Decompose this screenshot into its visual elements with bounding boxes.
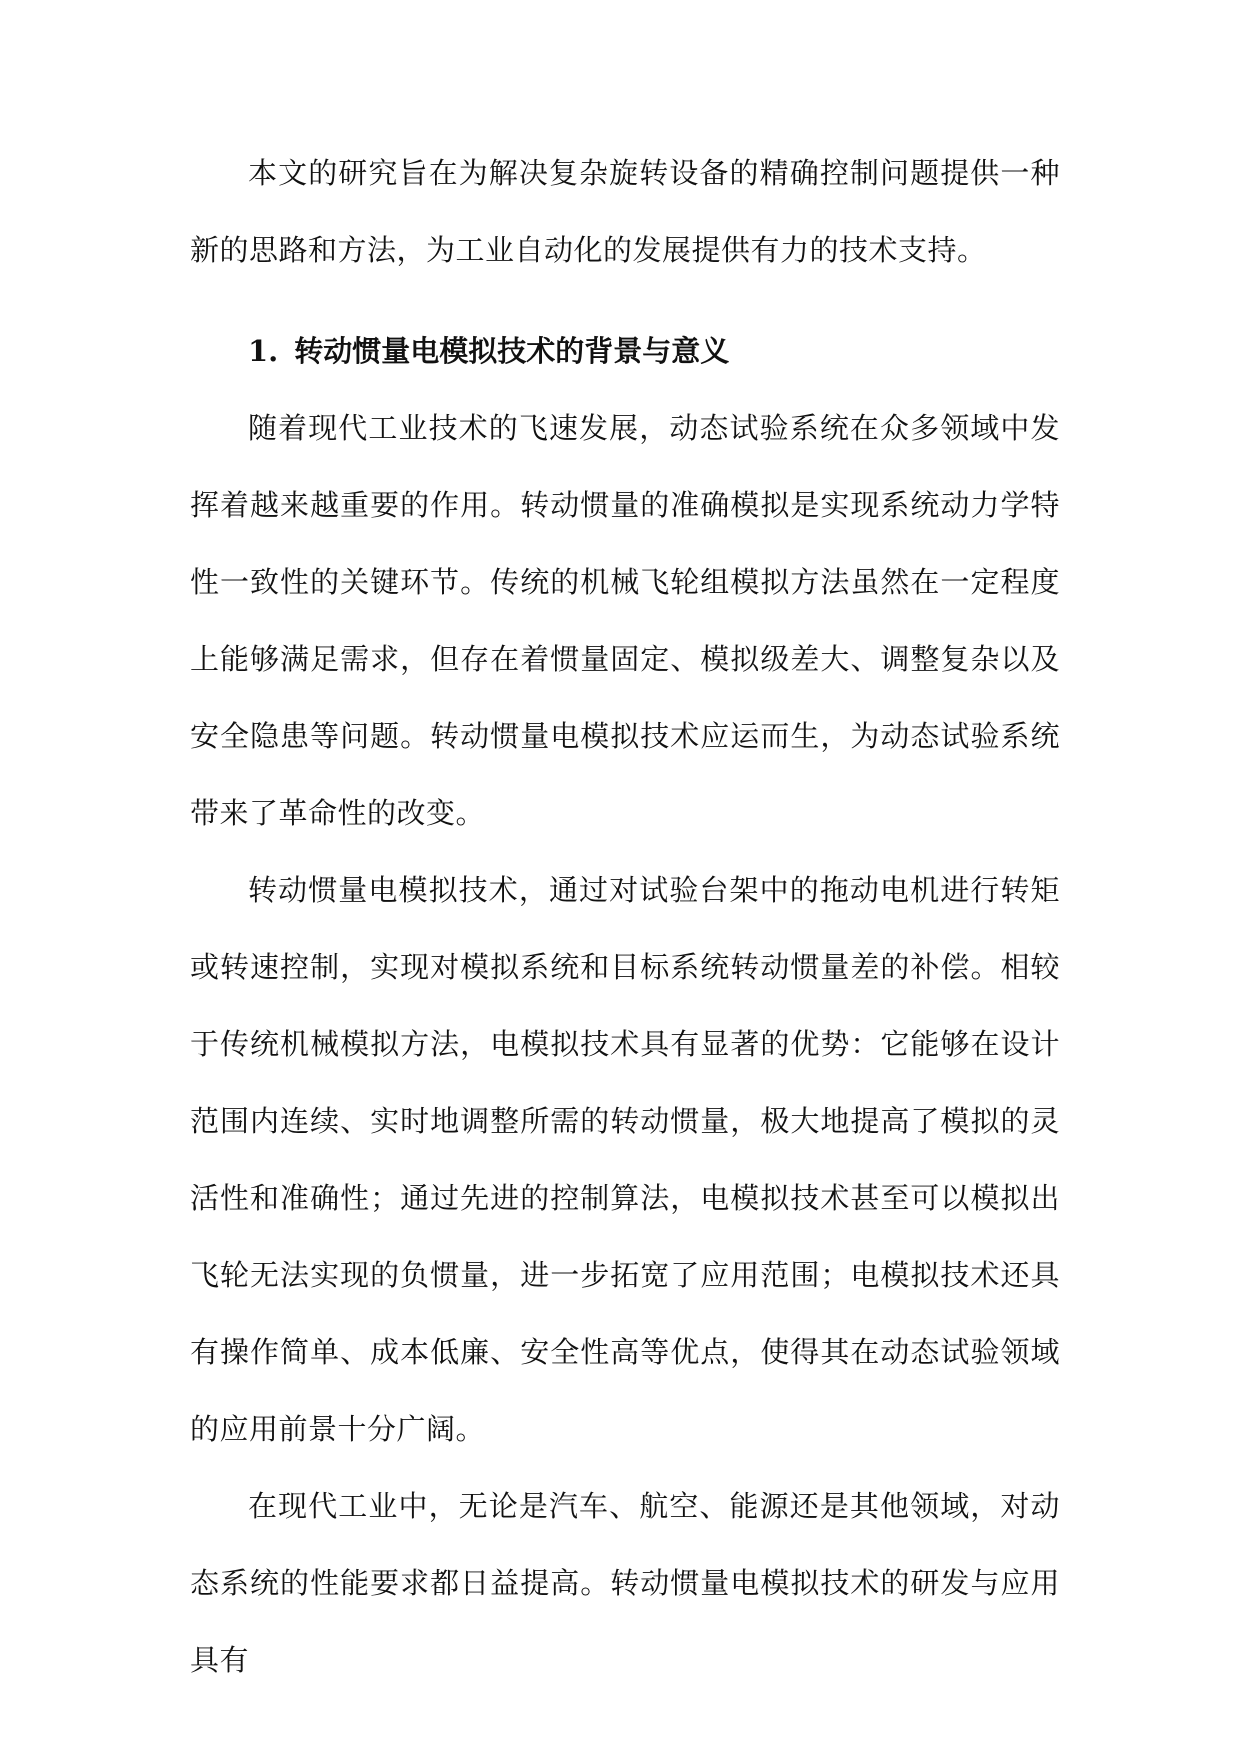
body-paragraph-applications: 在现代工业中，无论是汽车、航空、能源还是其他领域，对动态系统的性能要求都日益提高。转动惯量电模拟技术的研发与应用具有 xyxy=(190,1489,1060,1677)
body-paragraph-background: 随着现代工业技术的飞速发展，动态试验系统在众多领域中发挥着越来越重要的作用。转动惯量的准确模拟是实现系统动力学特性一致性的关键环节。传统的机械飞轮组模拟方法虽然在一定程度上能够满足需求，但存在着惯量固定、模拟级差大、调整复杂以及安全隐患等问题。转动惯量电模拟技术应运而生，为动态试验系统带来了革命性的改变。 xyxy=(190,411,1060,830)
body-paragraph-intro: 本文的研究旨在为解决复杂旋转设备的精确控制问题提供一种新的思路和方法，为工业自动化的发展提供有力的技术支持。 xyxy=(190,156,1060,267)
body-paragraph-advantages: 转动惯量电模拟技术，通过对试验台架中的拖动电机进行转矩或转速控制，实现对模拟系统和目标系统转动惯量差的补偿。相较于传统机械模拟方法，电模拟技术具有显著的优势：它能够在设计范围内连续、实时地调整所需的转动惯量，极大地提高了模拟的灵活性和准确性；通过先进的控制算法，电模拟技术甚至可以模拟出飞轮无法实现的负惯量，进一步拓宽了应用范围；电模拟技术还具有操作简单、成本低廉、安全性高等优点，使得其在动态试验领域的应用前景十分广阔。 xyxy=(190,873,1060,1446)
section-number: 1. xyxy=(248,334,279,368)
section-heading xyxy=(248,313,729,390)
section-title: 转动惯量电模拟技术的背景与意义 xyxy=(294,334,730,368)
